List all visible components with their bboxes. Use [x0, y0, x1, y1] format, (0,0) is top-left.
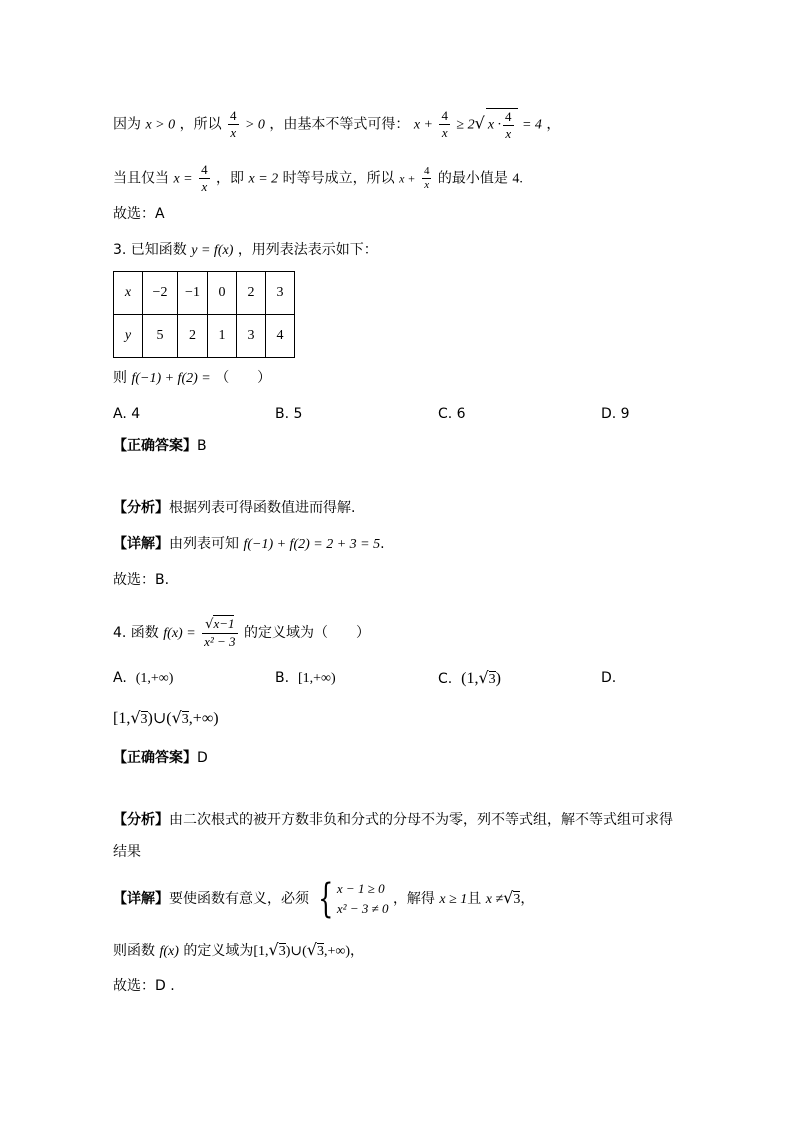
solution-line-inequality [113, 108, 560, 142]
table-cell: −1 [178, 272, 208, 315]
question-3-analysis [113, 498, 355, 518]
text: 的最小值是 [437, 170, 508, 187]
text: 当且仅当 [113, 170, 169, 187]
math-expression: x + [413, 117, 434, 133]
table-cell: 2 [178, 315, 208, 358]
question-3-answer [113, 436, 207, 456]
question-3-ask [113, 368, 271, 389]
table-cell: y [114, 315, 143, 358]
question-3-conclusion: 故选：B. [113, 572, 170, 588]
math-expression: > 0 [244, 117, 265, 133]
table-cell: 3 [266, 272, 295, 315]
question-4-analysis-cont: 结果 [113, 844, 141, 860]
question-4-domain: 则函数 f(x) 的定义域为[1,√3)∪(√3,+∞)， [113, 940, 365, 959]
math-expression: f(x) [159, 944, 179, 959]
math-expression: x = [173, 171, 193, 187]
conclusion-text: 故选：A [113, 206, 165, 222]
math-expression: f(−1) + f(2) = [131, 371, 211, 386]
fraction: $\frac{4}{x}$ [230, 108, 237, 141]
table-cell: −2 [143, 272, 178, 315]
table-cell: 1 [208, 315, 237, 358]
text: ， [520, 891, 535, 907]
answer-value: B [197, 438, 207, 454]
question-4-conclusion: 故选：D . [113, 978, 175, 994]
question-4-analysis [113, 810, 673, 830]
solution-line-equality [113, 162, 523, 195]
option-d: D. 9 [601, 406, 630, 422]
text: 由列表可知 [169, 536, 239, 552]
sqrt-radicand: x · $\frac{4}{x}$ [486, 108, 518, 142]
sqrt-sign: √ [474, 113, 485, 133]
text: （ ） [215, 370, 272, 386]
text: 要使函数有意义，必须 [169, 891, 309, 907]
analysis-label: 【分析】 [113, 500, 169, 516]
text: 4. 函数 [113, 625, 159, 641]
text: ，即 [216, 170, 245, 187]
analysis-text: 由二次根式的被开方数非负和分式的分母不为零，列不等式组，解不等式组可求得 [169, 812, 673, 828]
option-a: A. (1,+∞) [113, 670, 174, 686]
math-expression: = 4 [521, 117, 542, 133]
text: ， [546, 116, 561, 133]
math-expression: x > 0 [145, 117, 176, 133]
detail-label: 【详解】 [113, 536, 169, 552]
text: 的定义域为（ ） [244, 625, 370, 641]
answer-value: D [197, 750, 208, 766]
math-expression: f(−1) + f(2) = 2 + 3 = 5 [243, 537, 381, 552]
table-cell: 4 [266, 315, 295, 358]
option-b: B. 5 [275, 406, 303, 422]
fraction: $\frac{4}{x}$ [201, 162, 208, 194]
answer-label: 【正确答案】 [113, 750, 197, 766]
question-3-stem [113, 240, 378, 261]
answer-label: 【正确答案】 [113, 438, 197, 454]
text: ，用列表法表示如下： [237, 242, 378, 258]
table-cell: 5 [143, 315, 178, 358]
math-expression: x = 2 [248, 171, 279, 187]
fraction: $\frac{4}{x}$ [423, 165, 430, 191]
fraction: $\frac{√x-1}{\text{x² − 3}}$ [204, 616, 236, 649]
option-a: A. 4 [113, 406, 141, 422]
text: 则 [113, 370, 127, 386]
table-cell: 0 [208, 272, 237, 315]
text: . [380, 536, 385, 552]
table-cell: x [114, 272, 143, 315]
math-expression: x ≠ [485, 892, 504, 907]
question-4-detail: 【详解】要使函数有意义，必须 { x − 1 ≥ 0 x² − 3 ≠ 0 ，解得 x ≥ 1且 x ≠√3， [113, 876, 535, 922]
option-d-label: D. [601, 670, 617, 686]
table-cell: 2 [237, 272, 266, 315]
text: 则函数 [113, 943, 155, 959]
table-row-x [114, 272, 295, 315]
text: ，解得 [392, 891, 435, 907]
inequality-system: x − 1 ≥ 0 x² − 3 ≠ 0 [336, 881, 389, 916]
question-4-answer [113, 748, 208, 768]
math-expression: x + [399, 171, 416, 186]
detail-label: 【详解】 [113, 891, 169, 907]
table-row-y [114, 315, 295, 358]
math-expression: ≥ 2 [456, 117, 475, 133]
math-expression: 4. [512, 171, 523, 187]
analysis-text: 根据列表可得函数值进而得解. [169, 500, 356, 516]
math-expression: f(x) = [163, 626, 196, 641]
question-3-detail [113, 534, 385, 555]
question-4-stem [113, 616, 370, 650]
table-cell: 3 [237, 315, 266, 358]
option-c: C. (1,√3) [438, 668, 501, 687]
text: 3. 已知函数 [113, 242, 187, 258]
text: 的定义域为 [183, 943, 254, 959]
fraction: $\frac{4}{x}$ [441, 108, 448, 141]
math-expression: x ≥ 1 [439, 892, 468, 907]
option-b: B. [1,+∞) [275, 670, 336, 686]
brace-symbol: { [318, 876, 334, 922]
option-c: C. 6 [438, 406, 466, 422]
text: 因为 [113, 116, 141, 133]
text: ，由基本不等式可得： [269, 116, 410, 133]
value-table [113, 271, 295, 358]
text: 时等号成立，所以 [282, 170, 395, 187]
text: ，所以 [179, 116, 222, 133]
analysis-label: 【分析】 [113, 812, 169, 828]
option-d: [1,√3)∪(√3,+∞) [113, 708, 219, 727]
math-expression: y = f(x) [191, 243, 234, 258]
text: 且 [467, 891, 482, 907]
